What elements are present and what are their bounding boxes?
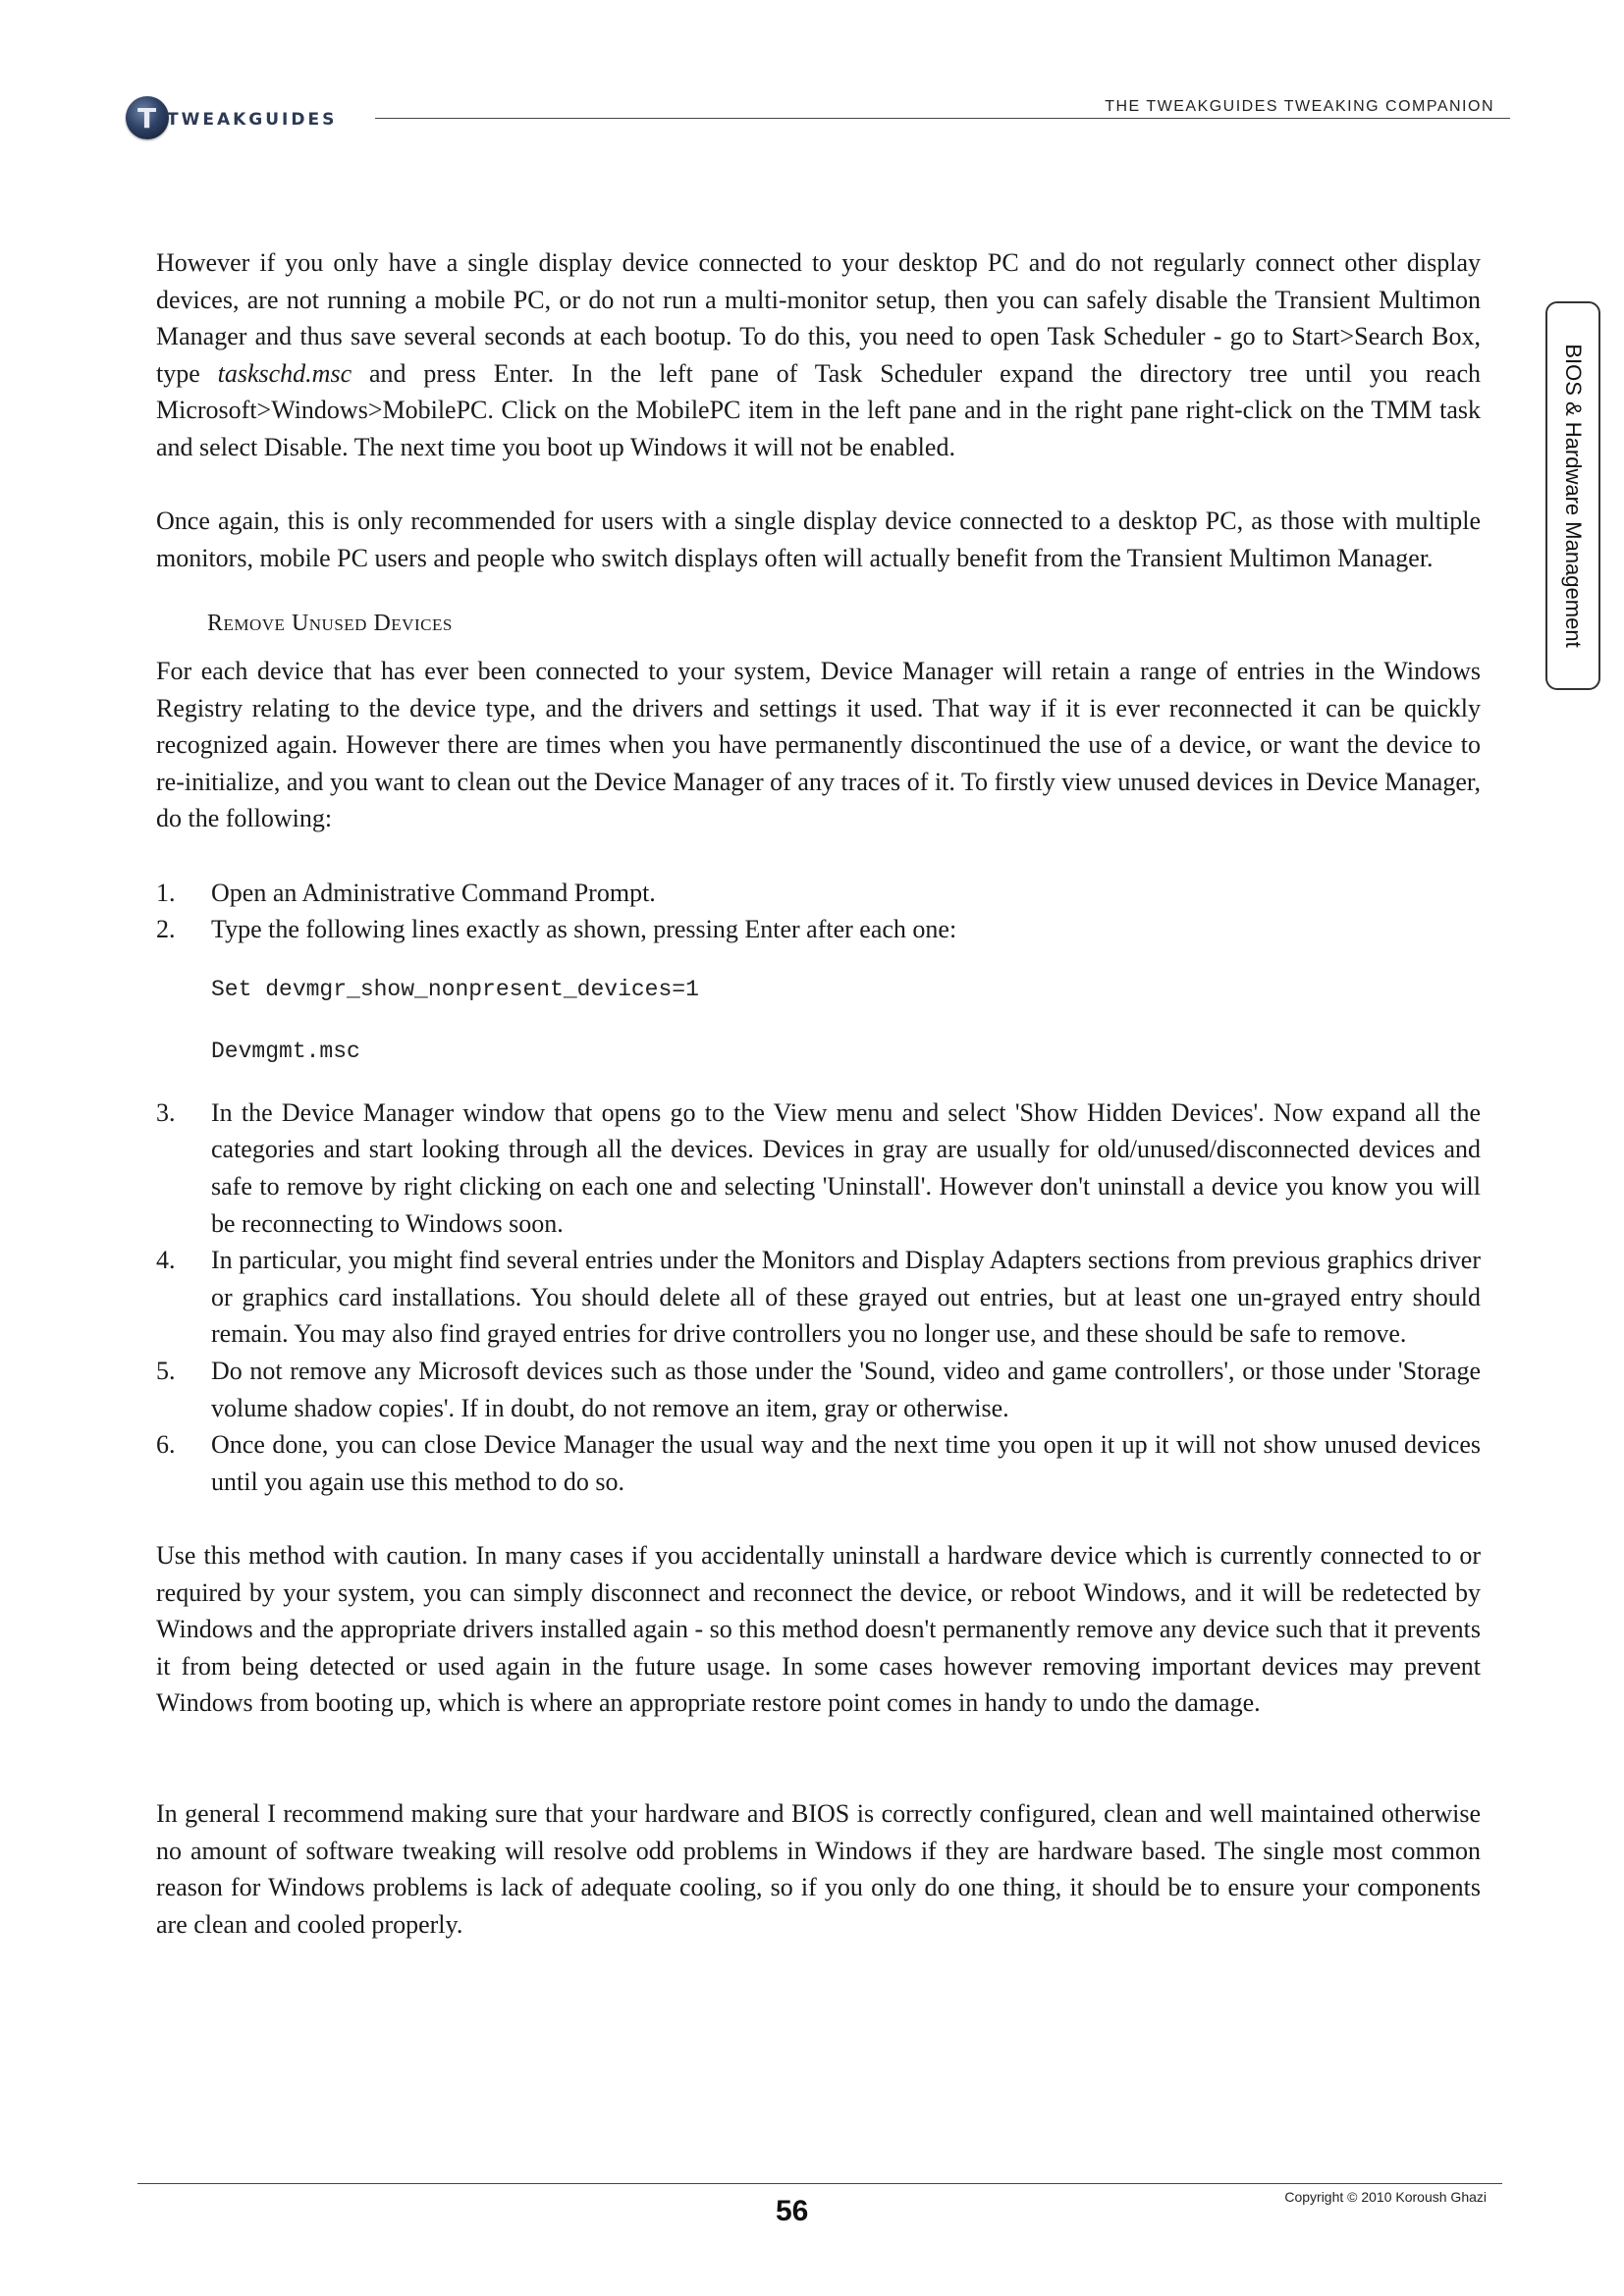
list-text: In particular, you might find several entries under the Monitors and Display Adapters sections from previous graphics driver or graphics card installations. You should delete all of these grayed out entries, but at least one un-grayed entry should remain. You may also find grayed entries for drive controllers you no longer use, and these should be safe to remove. — [211, 1246, 1481, 1349]
page-content — [156, 244, 1481, 1943]
tweakguides-logo — [124, 94, 359, 143]
list-number: 3. — [156, 1097, 176, 1127]
list-text: Once done, you can close Device Manager the usual way and the next time you open it up it will not show unused devices until you again use this method to do so. — [211, 1430, 1481, 1496]
paragraph-device-manager-intro: For each device that has ever been connected to your system, Device Manager will retain a range of entries in the Windows Registry relating to the device type, and the drivers and settings it used. That way if it is ever reconnected it can be quickly recognized again. However there are times when you have permanently discontinued the use of a device, or want the device to re-initialize, and you want to clean out the Device Manager of any traces of it. To firstly view unused devices in Device Manager, do the following: — [156, 656, 1481, 833]
logo-letter: T — [137, 102, 157, 134]
list-number: 6. — [156, 1430, 176, 1460]
chapter-side-tab-label: BIOS & Hardware Management — [1561, 344, 1586, 648]
copyright-notice: Copyright © 2010 Koroush Ghazi — [1284, 2189, 1487, 2205]
command-taskschd: taskschd.msc — [217, 358, 352, 388]
code-line-set-devmgr: Set devmgr_show_nonpresent_devices=1 — [211, 976, 699, 1002]
paragraph-tmm-disable — [156, 244, 1481, 466]
list-number: 2. — [156, 915, 176, 944]
list-item — [156, 1426, 1481, 1500]
page-number: 56 — [776, 2195, 809, 2227]
running-header: THE TWEAKGUIDES TWEAKING COMPANION — [1105, 98, 1494, 115]
steps-list-b — [156, 1095, 1481, 1501]
logo-wordmark: TWEAKGUIDES — [167, 110, 338, 130]
list-text: In the Device Manager window that opens go to the View menu and select 'Show Hidden Devices'. Now expand all the categories and start looking through all the devices. Devices in gray are usually for old/unused/disconnected devices and safe to remove by right clicking on each one and selecting 'Uninstall'. However don't uninstall a device you know you will be reconnecting to Windows soon. — [211, 1097, 1481, 1238]
footer-rule — [137, 2183, 1502, 2184]
paragraph-text: However if you only have a single display device connected to your desktop PC and do not regularly connect other display devices, are not running a mobile PC, or do not run a multi-monitor setup, then you can safely disable the Transient Multimon Manager and thus save several seconds at each bootup. To do this, you need to open Task Scheduler - go to Start>Search Box, type — [156, 248, 1481, 388]
list-number: 4. — [156, 1246, 176, 1275]
list-text: Type the following lines exactly as shown, pressing Enter after each one: — [211, 915, 957, 944]
paragraph-tmm-recommendation: Once again, this is only recommended for users with a single display device connected to a desktop PC, as those with multiple monitors, mobile PC users and people who switch displays often will actually benefit from the Transient Multimon Manager. — [156, 507, 1481, 572]
paragraph-general-recommendation: In general I recommend making sure that your hardware and BIOS is correctly configured, clean and well maintained otherwise no amount of software tweaking will resolve odd problems in Windows if they are hardware based. The single most common reason for Windows problems is lack of adequate cooling, so if you only do one thing, it should be to ensure your components are clean and cooled properly. — [156, 1798, 1481, 1939]
list-text: Open an Administrative Command Prompt. — [211, 878, 656, 907]
section-heading: Remove Unused Devices — [207, 611, 453, 637]
steps-list-a — [156, 875, 1481, 948]
paragraph-caution: Use this method with caution. In many cases if you accidentally uninstall a hardware device which is currently connected to or required by your system, you can simply disconnect and reconnect the device, or reboot Windows, and it will be redetected by Windows and the appropriate drivers installed again - so this method doesn't permanently remove any device such that it prevents it from being detected or used again in the future usage. In some cases however removing important devices may prevent Windows from booting up, which is where an appropriate restore point comes in handy to undo the damage. — [156, 1541, 1481, 1718]
list-item — [156, 1095, 1481, 1242]
paragraph-text: and press Enter. In the left pane of Task Scheduler expand the directory tree until you reach Microsoft>Windows>MobilePC. Click on the MobilePC item in the left pane and in the right pane right-click on the TMM task and select Disable. The next time you boot up Windows it will not be enabled. — [156, 358, 1481, 461]
list-item — [156, 875, 1481, 912]
list-text: Do not remove any Microsoft devices such as those under the 'Sound, video and game controllers', or those under 'Storage volume shadow copies'. If in doubt, do not remove an item, gray or otherwise. — [211, 1357, 1481, 1422]
logo-orb-icon — [126, 96, 169, 139]
list-number: 1. — [156, 878, 176, 907]
chapter-side-tab — [1545, 301, 1600, 690]
list-item — [156, 1242, 1481, 1353]
code-line-devmgmt: Devmgmt.msc — [211, 1039, 360, 1065]
list-number: 5. — [156, 1357, 176, 1386]
header-rule — [375, 118, 1510, 119]
list-item — [156, 1353, 1481, 1426]
list-item — [156, 911, 1481, 948]
